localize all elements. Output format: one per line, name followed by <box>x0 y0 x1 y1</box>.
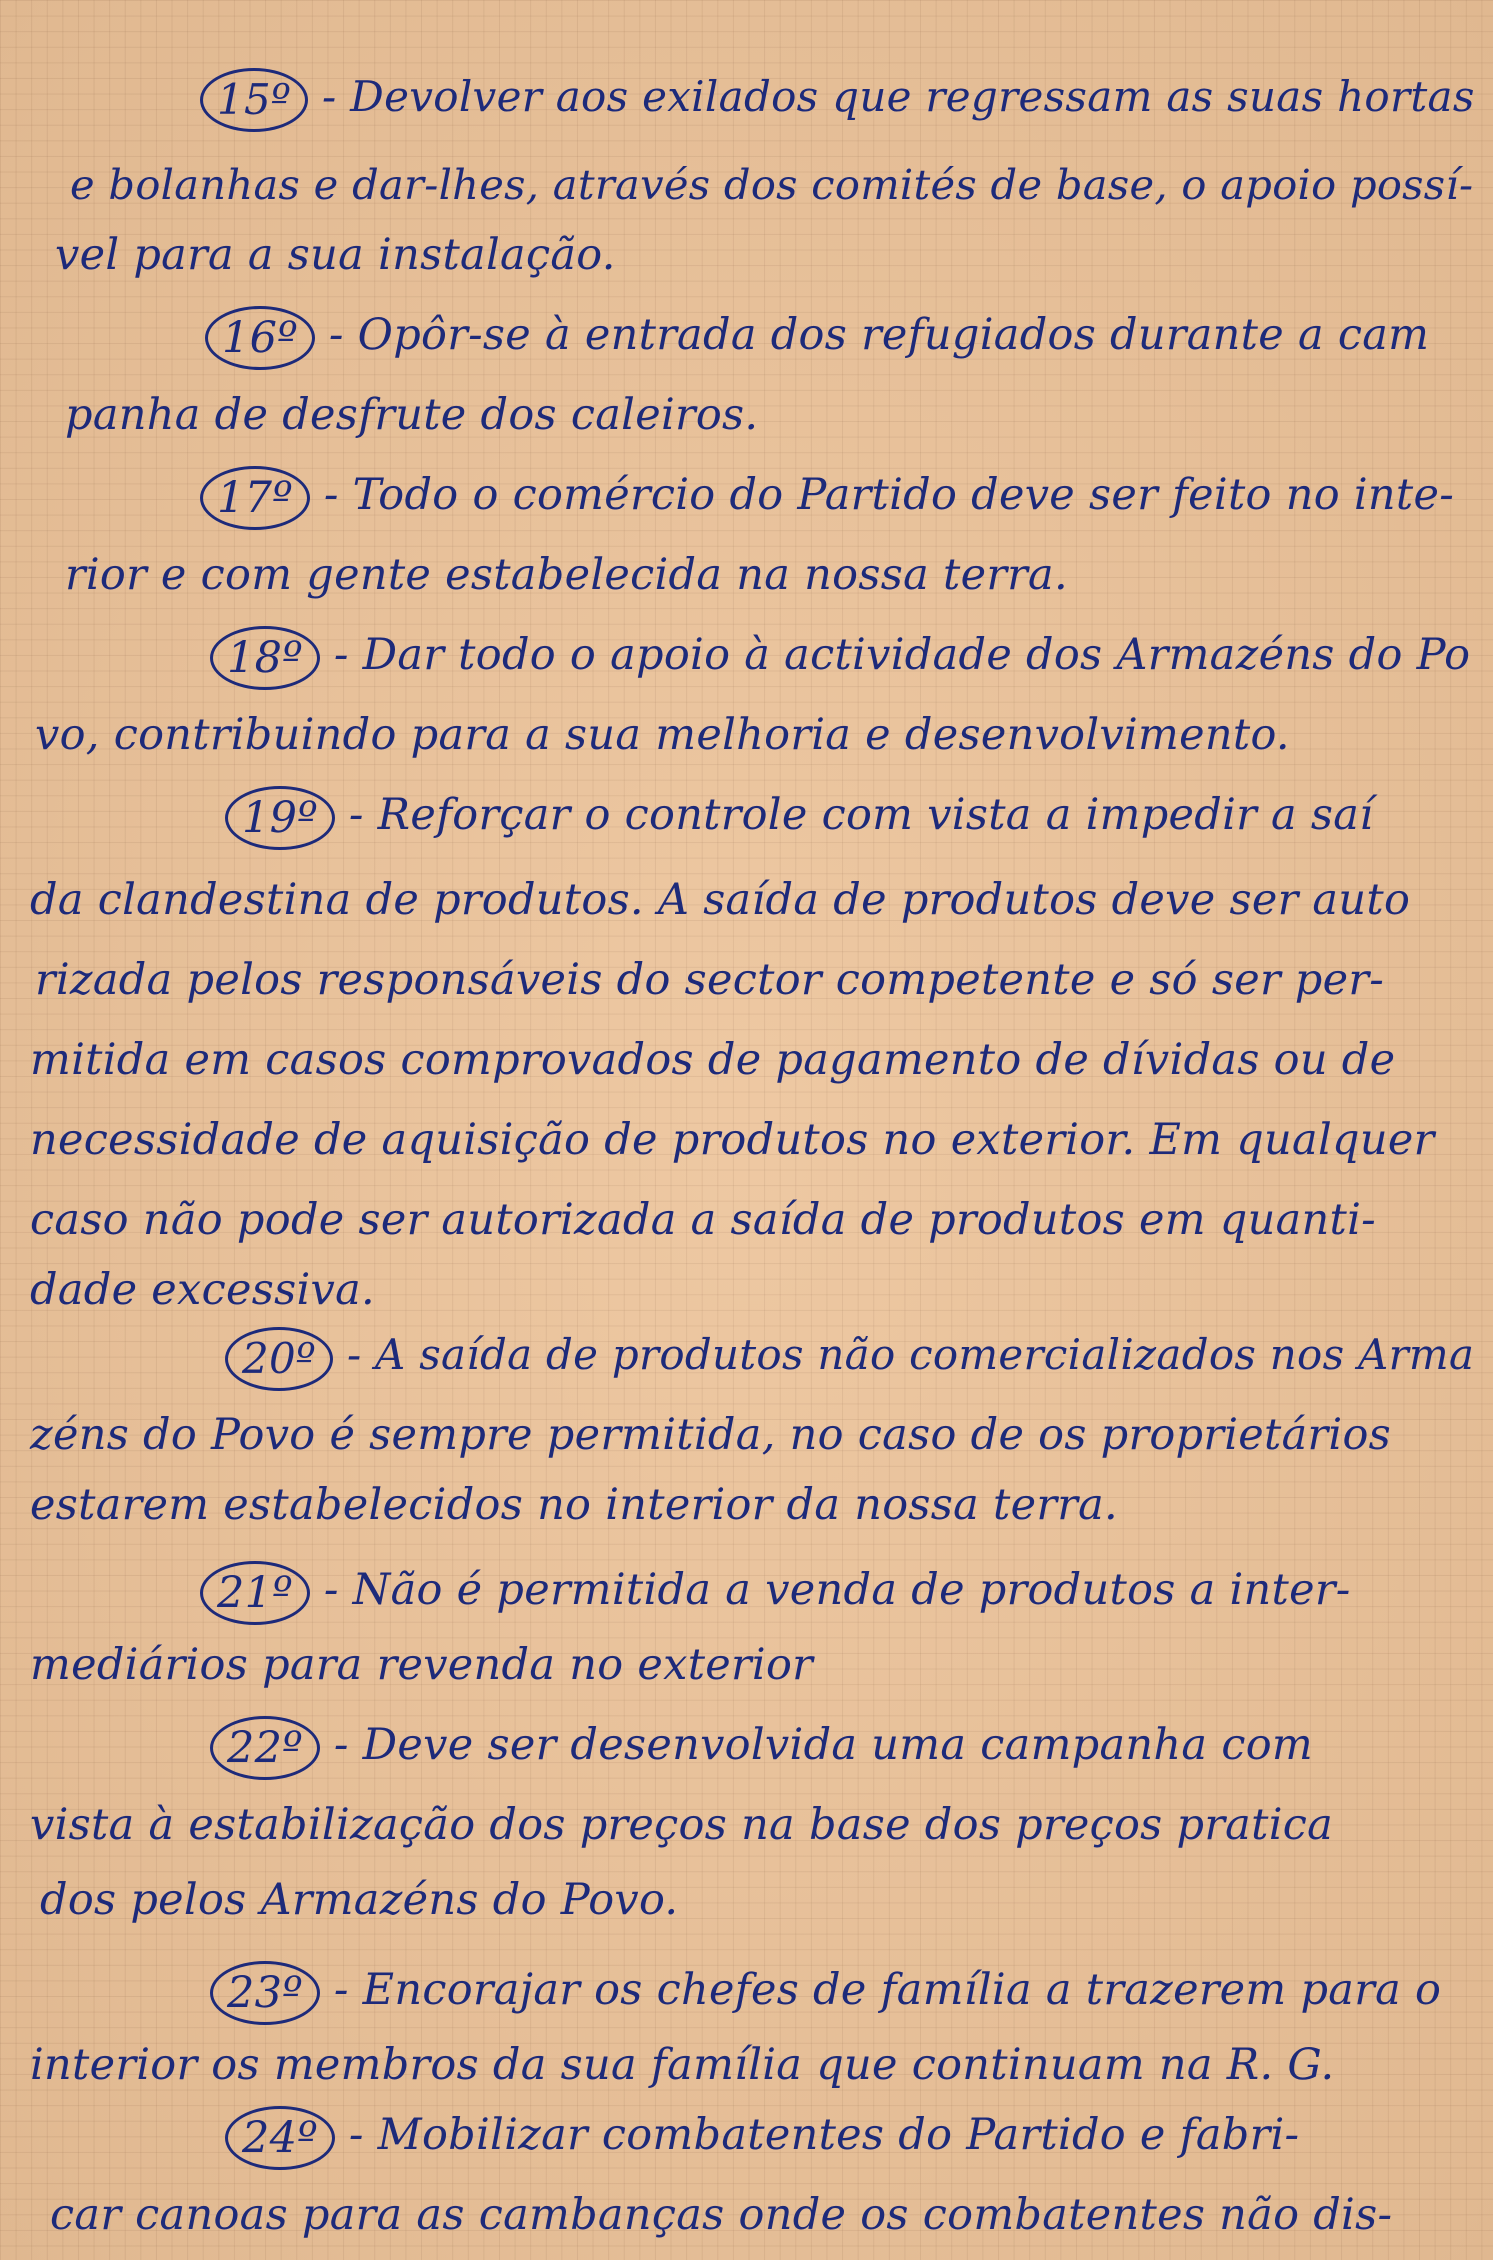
item-20-text-3: estarem estabelecidos no interior da nossa terra. <box>30 1480 1118 1530</box>
item-18-line-2 <box>35 690 1290 780</box>
item-15-line-1 <box>200 52 1475 142</box>
item-18-line-1 <box>210 610 1470 700</box>
item-22-line-1 <box>210 1700 1313 1790</box>
item-19-text-1: - Reforçar o controle com vista a impedir a saí <box>348 790 1374 840</box>
item-16-text-2: panha de desfrute dos caleiros. <box>65 390 759 440</box>
item-19-line-1 <box>225 770 1373 860</box>
item-20-line-1 <box>225 1310 1474 1400</box>
item-17-line-2 <box>65 530 1068 620</box>
item-24-number: 24º <box>225 2106 335 2170</box>
item-23-number: 23º <box>210 1961 320 2025</box>
item-19-line-4 <box>30 1015 1395 1105</box>
item-16-line-1 <box>205 290 1429 380</box>
item-22-line-3 <box>40 1855 678 1945</box>
item-17-number: 17º <box>200 466 310 530</box>
item-19-text-2: da clandestina de produtos. A saída de produtos deve ser auto <box>30 875 1411 925</box>
item-19-line-3 <box>35 935 1384 1025</box>
item-23-text-2: interior os membros da sua família que continuam na R. G. <box>30 2040 1335 2090</box>
item-16-text-1: - Opôr-se à entrada dos refugiados durante a cam <box>328 310 1430 360</box>
item-17-text-2: rior e com gente estabelecida na nossa terra. <box>65 550 1068 600</box>
item-19-text-5: necessidade de aquisição de produtos no exterior. Em qualquer <box>30 1115 1435 1165</box>
item-19-text-6: caso não pode ser autorizada a saída de produtos em quanti- <box>30 1195 1376 1245</box>
item-19-text-7: dade excessiva. <box>30 1265 376 1315</box>
item-15-text-2: e bolanhas e dar-lhes, através dos comités de base, o apoio possí- <box>70 160 1474 209</box>
item-22-text-1: - Deve ser desenvolvida uma campanha com <box>333 1720 1313 1770</box>
item-16-line-2 <box>65 370 758 460</box>
item-20-text-1: - A saída de produtos não comercializados nos Arma <box>346 1330 1475 1379</box>
item-18-text-2: vo, contribuindo para a sua melhoria e desenvolvimento. <box>35 710 1290 760</box>
item-22-text-2: vista à estabilização dos preços na base dos preços pratica <box>30 1800 1334 1850</box>
item-21-number: 21º <box>200 1561 310 1625</box>
item-15-number: 15º <box>200 68 308 132</box>
item-19-text-3: rizada pelos responsáveis do sector competente e só ser per- <box>35 955 1385 1005</box>
item-19-number: 19º <box>225 786 335 850</box>
item-19-line-5 <box>30 1095 1434 1185</box>
item-17-text-1: - Todo o comércio do Partido deve ser feito no inte- <box>323 470 1455 520</box>
item-15-line-3 <box>55 210 616 300</box>
item-23-text-1: - Encorajar os chefes de família a trazerem para o <box>333 1965 1442 2015</box>
item-19-text-4: mitida em casos comprovados de pagamento de dívidas ou de <box>30 1035 1396 1085</box>
item-21-line-2 <box>30 1620 813 1710</box>
item-15-text-1: - Devolver aos exilados que regressam as suas hortas <box>322 72 1475 121</box>
item-24-text-1: - Mobilizar combatentes do Partido e fabri- <box>348 2110 1300 2160</box>
item-20-text-2: zéns do Povo é sempre permitida, no caso de os proprietários <box>30 1410 1392 1460</box>
item-16-number: 16º <box>205 306 315 370</box>
item-18-number: 18º <box>210 626 320 690</box>
item-21-text-1: - Não é permitida a venda de produtos a inter- <box>323 1565 1351 1615</box>
item-17-line-1 <box>200 450 1454 540</box>
item-20-number: 20º <box>225 1327 333 1391</box>
item-21-text-2: mediários para revenda no exterior <box>30 1640 813 1690</box>
item-24-line-2 <box>50 2170 1392 2260</box>
item-20-line-3 <box>30 1460 1118 1550</box>
item-18-text-1: - Dar todo o apoio à actividade dos Armazéns do Po <box>333 630 1471 680</box>
item-24-line-1 <box>225 2090 1299 2180</box>
item-15-text-3: vel para a sua instalação. <box>55 230 616 280</box>
item-24-text-2: car canoas para as cambanças onde os combatentes não dis- <box>50 2190 1393 2240</box>
item-22-text-3: dos pelos Armazéns do Povo. <box>40 1875 679 1925</box>
item-22-number: 22º <box>210 1716 320 1780</box>
item-19-line-2 <box>30 855 1410 945</box>
